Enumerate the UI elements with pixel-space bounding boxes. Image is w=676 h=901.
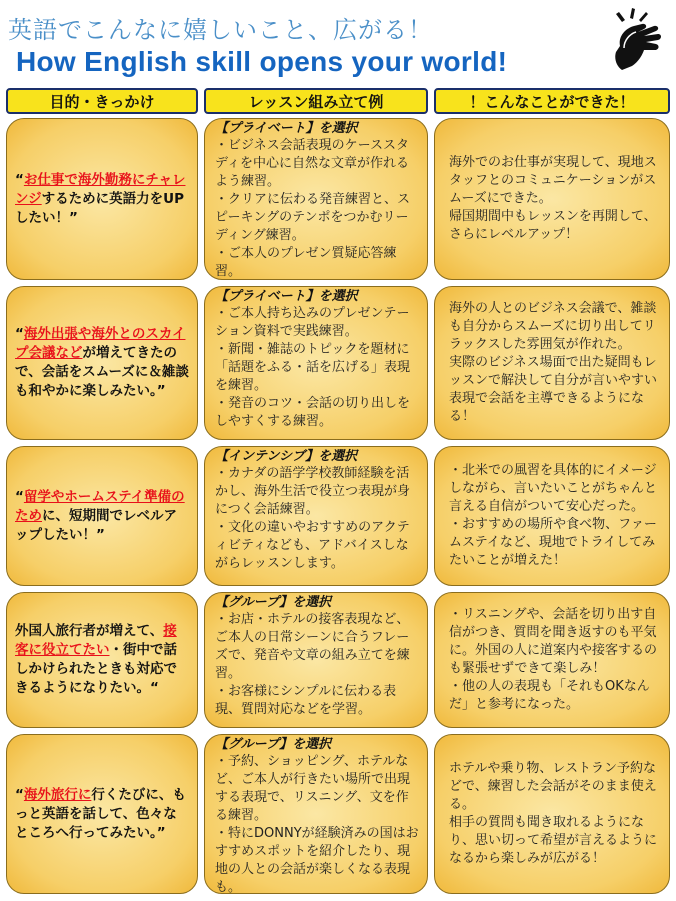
row-5-plan-body: ・予約、ショッピング、ホテルなど、ご本人が行きたい場所で出現する表現で、リスニング、文を作る練習。 ・特にDONNYが経験済みの国はおすすめスポットを紹介したり、現地の人との会話が楽しくなる表現も。 [215, 754, 419, 894]
row-4-purpose-cell [6, 592, 198, 728]
row-3-result-text: ・北米での風習を具体的にイメージしながら、言いたいことがちゃんと言える自信がついて安心だった。 ・おすすめの場所や食べ物、ファームステイなど、現地でトライしてみたいことが増えた！ [449, 463, 658, 568]
row-4-purpose-highlight: 接客に役立てたい [15, 623, 177, 658]
row-4-plan-body: ・お店・ホテルの接客表現など、ご本人の日常シーンに合うフレーズで、発音や文章の組み立てを練習。 ・お客様にシンプルに伝わる表現、質問対応などを学習。 [215, 612, 410, 717]
row-3-plan-body: ・カナダの語学学校教師経験を活かし、海外生活で役立つ表現が身につく会話練習。 ・文化の違いやおすすめのアクティビティなども、アドバイスしながらレッスンします。 [215, 466, 411, 571]
row-2-result-text: 海外の人とのビジネス会議で、雑談も自分からスムーズに切り出してリラックスした雰囲気が作れた。 実際のビジネス場面で出た疑問もレッスンで解決して自分が言いやすい表現で会話を主導できるようになる！ [449, 301, 658, 424]
row-3-plan-cell [204, 446, 428, 586]
row-1-plan-cell [204, 118, 428, 280]
page-title-en: How English skill opens your world! [16, 46, 508, 77]
row-2-purpose-text: が増えてきたので、会話をスムーズに＆雑談も和やかに楽しみたい。” [15, 345, 189, 399]
row-1-plan-body: ・ビジネス会話表現のケーススタディを中心に自然な文章が作れるよう練習。 ・クリアに伝わる発音練習と、スピーキングのテンポをつかむリーディング練習。 ・ご本人のプレゼン質疑応答練習。 [215, 138, 411, 279]
row-2-purpose-cell [6, 286, 198, 440]
row-5-plan-cell [204, 734, 428, 894]
row-1-purpose-text: するために英語力をUPしたい！” [15, 190, 185, 226]
row-3-purpose-cell [6, 446, 198, 586]
row-5-purpose-text: 行くたびに、もっと英語を話して、色々なところへ行ってみたい。” [15, 786, 186, 841]
row-3-result-cell [434, 446, 670, 586]
row-4-purpose-text: ・街中で話しかけられたときも対応できるようになりたい。“ [15, 642, 177, 696]
row-1-purpose-highlight: お仕事で海外勤務にチャレンジ [15, 171, 186, 207]
column-header-lesson-plan: レッスン組み立て例 [204, 88, 428, 114]
row-5-result-cell [434, 734, 670, 894]
row-3-plan-type: 【インテンシブ】を選択 [215, 449, 358, 464]
row-4-plan-type: 【グループ】を選択 [215, 595, 332, 610]
row-5-result-text: ホテルや乗り物、レストラン予約などで、練習した会話がそのまま使える。 相手の質問も聞き取れるようになり、思い切って希望が言えるようになるから楽しみが広がる！ [449, 761, 658, 866]
row-5-purpose-highlight: 海外旅行に [23, 786, 92, 803]
row-2-plan-cell [204, 286, 428, 440]
row-1-plan-type: 【プライベート】を選択 [215, 121, 358, 136]
row-4-result-text: ・リスニングや、会話を切り出す自信がつき、質問を聞き返すのも平気に。外国の人に道案内や接客するのも緊張せずできて楽しみ！ ・他の人の表現も「それもOKなんだ」と参考になった。 [449, 607, 658, 712]
row-4-purpose-lead: 外国人旅行者が増えて、 [15, 623, 164, 639]
row-5-purpose-lead: “ [15, 786, 24, 803]
row-2-plan-type: 【プライベート】を選択 [215, 289, 358, 304]
row-1-purpose-cell [6, 118, 198, 280]
row-1-result-text: 海外でのお仕事が実現して、現地スタッフとのコミュニケーションがスムーズにできた。 帰国期間中もレッスンを再開して、さらにレベルアップ！ [449, 155, 657, 242]
row-3-purpose-lead: “ [15, 488, 24, 505]
row-3-purpose-text: に、短期間でレベルアップしたい！” [15, 507, 177, 543]
row-1-result-cell [434, 118, 670, 280]
row-2-purpose-highlight: 海外出張や海外とのスカイプ会議など [15, 326, 186, 361]
row-5-purpose-cell [6, 734, 198, 894]
row-5-plan-type: 【グループ】を選択 [215, 737, 332, 752]
row-4-result-cell [434, 592, 670, 728]
column-header-purpose: 目的・きっかけ [6, 88, 198, 114]
row-4-plan-cell [204, 592, 428, 728]
clapping-hands-icon [608, 6, 668, 76]
row-2-purpose-lead: “ [15, 326, 24, 342]
row-2-result-cell [434, 286, 670, 440]
page-title-jp: 英語でこんなに嬉しいこと、広がる！ [8, 16, 433, 44]
column-header-results: ！こんなことができた！ [434, 88, 670, 114]
row-3-purpose-highlight: 留学やホームステイ準備のため [15, 488, 185, 524]
row-1-purpose-lead: “ [15, 171, 24, 188]
row-2-plan-body: ・ご本人持ち込みのプレゼンテーション資料で実践練習。 ・新聞・雑誌のトピックを題材に「話題をふる・話を広げる」表現を練習。 ・発音のコツ・会話の切り出しをしやすくする練習。 [215, 306, 411, 429]
